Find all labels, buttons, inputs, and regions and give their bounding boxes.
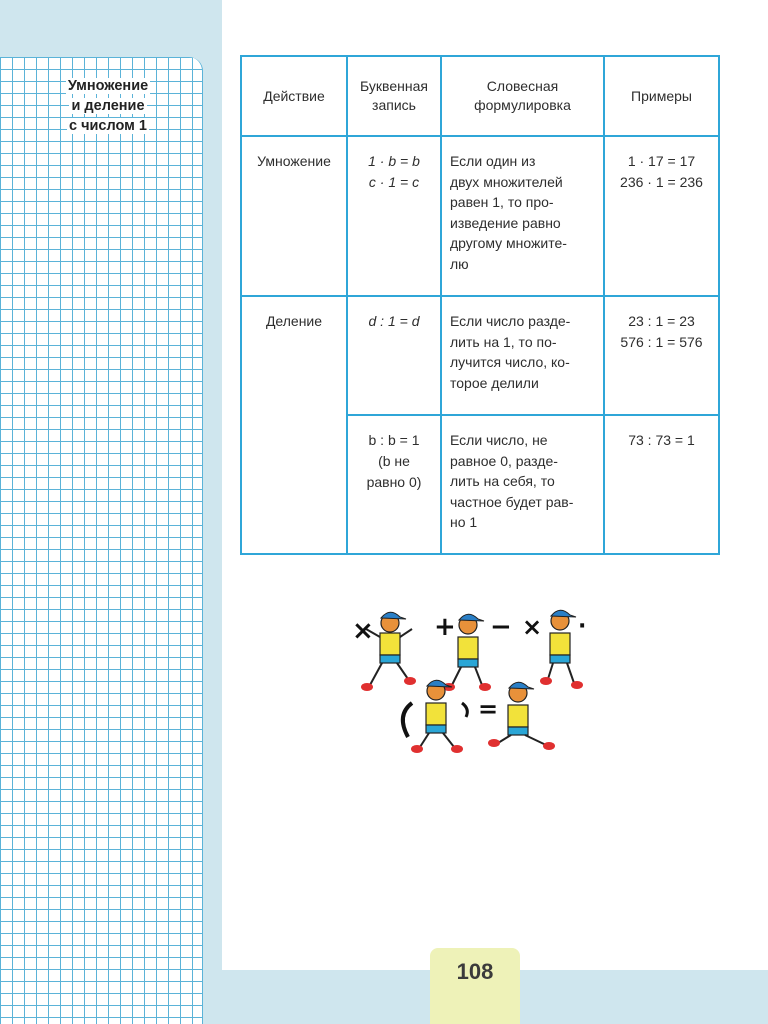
rules-table bbox=[240, 55, 720, 555]
page-number: 108 bbox=[430, 948, 520, 1024]
kid-figure bbox=[403, 680, 467, 753]
plus-sign: + bbox=[434, 612, 456, 642]
table-header-row bbox=[241, 56, 719, 136]
table-row bbox=[241, 136, 719, 296]
formula-cell: d : 1 = d bbox=[347, 296, 441, 415]
header-action: Действие bbox=[241, 56, 347, 136]
math-kids-illustration bbox=[350, 605, 590, 755]
formula-cell: 1 · b = b c · 1 = c bbox=[347, 136, 441, 296]
table-row bbox=[241, 296, 719, 415]
wording-cell: Если число, не равное 0, разде- лить на себя, то частное будет рав- но 1 bbox=[441, 415, 604, 554]
header-verbal-wording: Словесная формулировка bbox=[441, 56, 604, 136]
dot-sign: · bbox=[578, 614, 587, 639]
action-cell: Умножение bbox=[241, 136, 347, 296]
formula-cell: b : b = 1 (b не равно 0) bbox=[347, 415, 441, 554]
section-title-line: Умножение bbox=[67, 78, 149, 94]
grid-margin bbox=[0, 57, 203, 1024]
action-cell: Деление bbox=[241, 296, 347, 554]
kid-figure bbox=[540, 610, 583, 689]
multiply-sign: × bbox=[522, 613, 543, 641]
section-title-line: и деление bbox=[71, 98, 145, 114]
equals-sign: = bbox=[478, 695, 499, 723]
section-title-line: с числом 1 bbox=[69, 118, 147, 134]
multiply-sign: × bbox=[352, 616, 374, 646]
wording-cell: Если число разде- лить на 1, то по- лучится число, ко- торое делили bbox=[441, 296, 604, 415]
header-letter-notation: Буквенная запись bbox=[347, 56, 441, 136]
wording-cell: Если один из двух множителей равен 1, то про- изведение равно другому множите- лю bbox=[441, 136, 604, 296]
examples-cell: 23 : 1 = 23 576 : 1 = 576 bbox=[604, 296, 719, 415]
examples-cell: 1 · 17 = 17 236 · 1 = 236 bbox=[604, 136, 719, 296]
section-title bbox=[58, 76, 158, 136]
minus-sign: − bbox=[490, 612, 512, 642]
examples-cell: 73 : 73 = 1 bbox=[604, 415, 719, 554]
header-examples: Примеры bbox=[604, 56, 719, 136]
